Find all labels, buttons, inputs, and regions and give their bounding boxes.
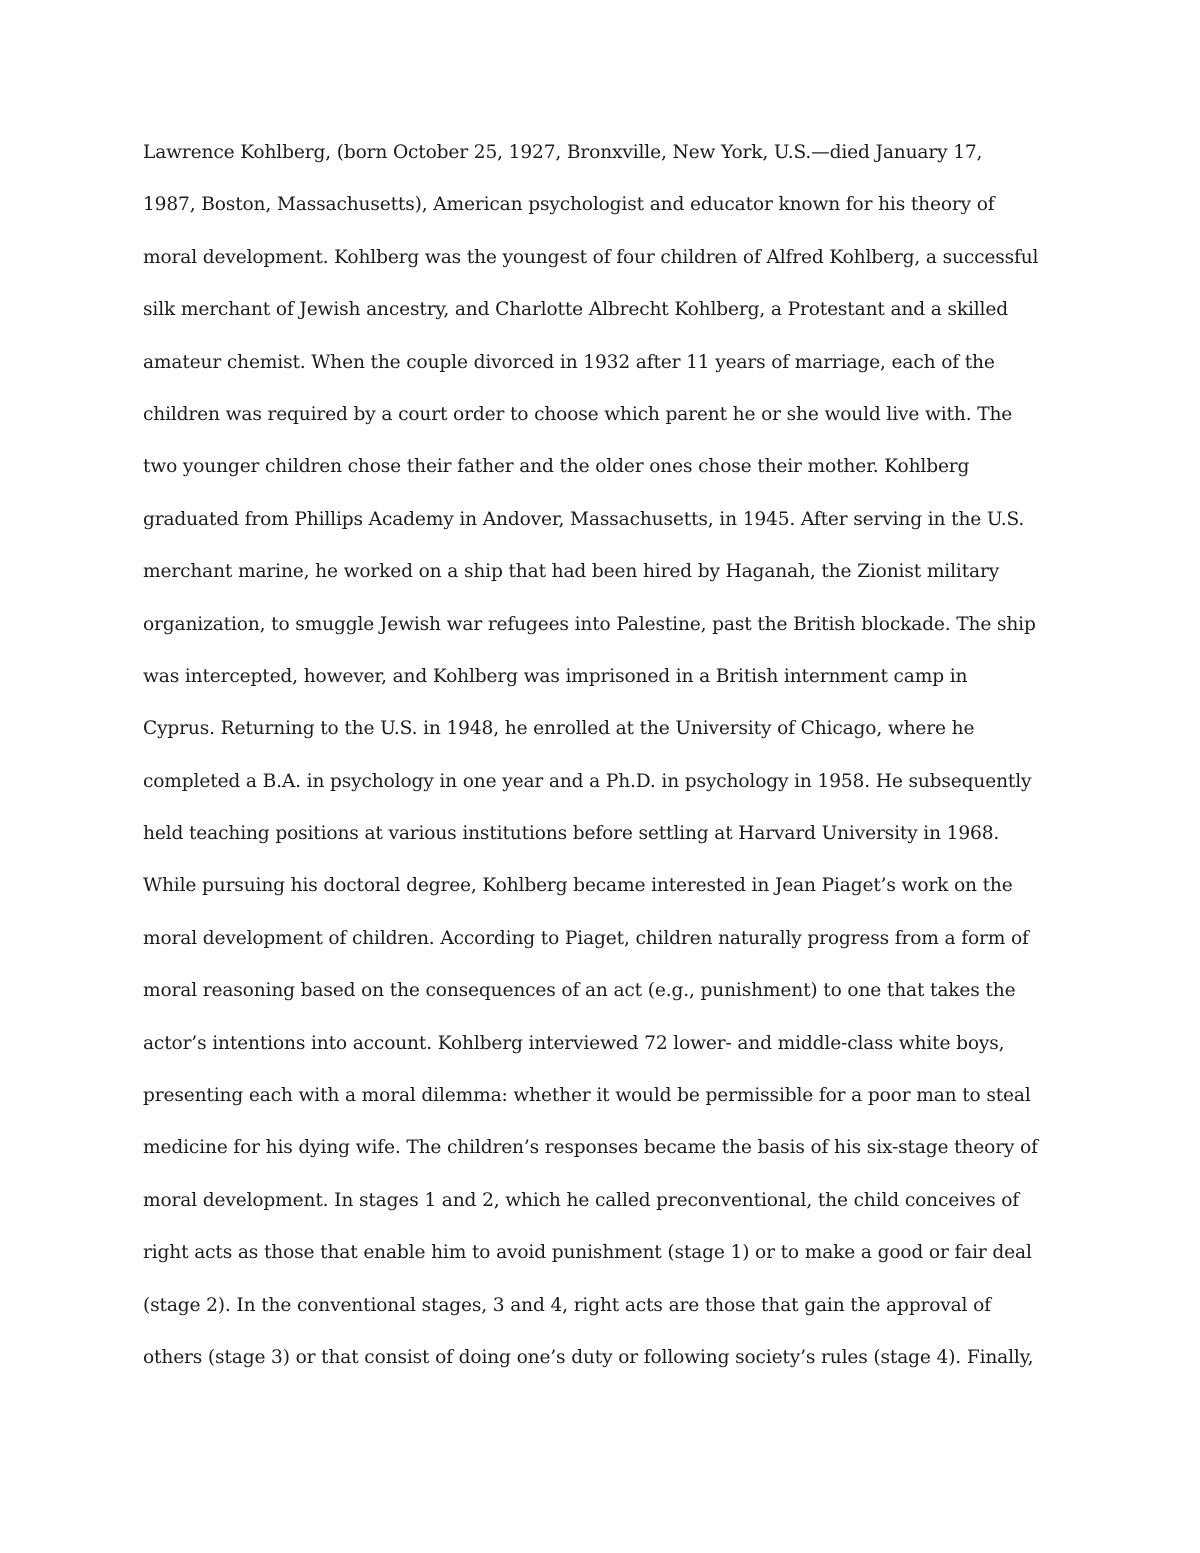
text-line: (stage 2). In the conventional stages, 3 and 4, right acts are those that gain the approval of xyxy=(143,1294,991,1316)
text-line: moral development. Kohlberg was the youngest of four children of Alfred Kohlberg, a successful xyxy=(143,246,1039,268)
text-line: two younger children chose their father and the older ones chose their mother. Kohlberg xyxy=(143,456,970,478)
text-line: presenting each with a moral dilemma: whether it would be permissible for a poor man to steal xyxy=(143,1085,1031,1107)
text-line: amateur chemist. When the couple divorced in 1932 after 11 years of marriage, each of the xyxy=(143,351,995,373)
text-line: 1987, Boston, Massachusetts), American psychologist and educator known for his theory of xyxy=(143,194,995,216)
text-line: was intercepted, however, and Kohlberg was imprisoned in a British internment camp in xyxy=(143,665,968,687)
text-line: others (stage 3) or that consist of doing one’s duty or following society’s rules (stage 4). Finally, xyxy=(143,1346,1034,1368)
text-line: graduated from Phillips Academy in Andover, Massachusetts, in 1945. After serving in the U.S. xyxy=(143,508,1025,530)
text-line: merchant marine, he worked on a ship that had been hired by Haganah, the Zionist military xyxy=(143,561,1000,583)
text-line: organization, to smuggle Jewish war refugees into Palestine, past the British blockade. The ship xyxy=(143,613,1036,635)
text-line: held teaching positions at various institutions before settling at Harvard University in 1968. xyxy=(143,823,1000,845)
text-line: right acts as those that enable him to avoid punishment (stage 1) or to make a good or fair deal xyxy=(143,1242,1032,1264)
body-paragraph xyxy=(143,134,1073,1391)
text-line: Lawrence Kohlberg, (born October 25, 1927, Bronxville, New York, U.S.—died January 17, xyxy=(143,142,983,163)
text-line: Cyprus. Returning to the U.S. in 1948, he enrolled at the University of Chicago, where he xyxy=(143,718,975,740)
text-line: moral development. In stages 1 and 2, which he called preconventional, the child conceives of xyxy=(143,1189,1019,1211)
text-line: medicine for his dying wife. The children’s responses became the basis of his six-stage theory of xyxy=(143,1137,1038,1159)
text-line: completed a B.A. in psychology in one year and a Ph.D. in psychology in 1958. He subsequently xyxy=(143,770,1032,792)
text-line: children was required by a court order to choose which parent he or she would live with. The xyxy=(143,403,1013,425)
text-line: actor’s intentions into account. Kohlberg interviewed 72 lower- and middle-class white boys, xyxy=(143,1032,1005,1054)
text-line: silk merchant of Jewish ancestry, and Charlotte Albrecht Kohlberg, a Protestant and a skilled xyxy=(143,299,1008,321)
text-line: moral development of children. According to Piaget, children naturally progress from a form of xyxy=(143,927,1029,949)
text-line: moral reasoning based on the consequences of an act (e.g., punishment) to one that takes the xyxy=(143,980,1016,1002)
text-line: While pursuing his doctoral degree, Kohlberg became interested in Jean Piaget’s work on the xyxy=(143,875,1013,897)
